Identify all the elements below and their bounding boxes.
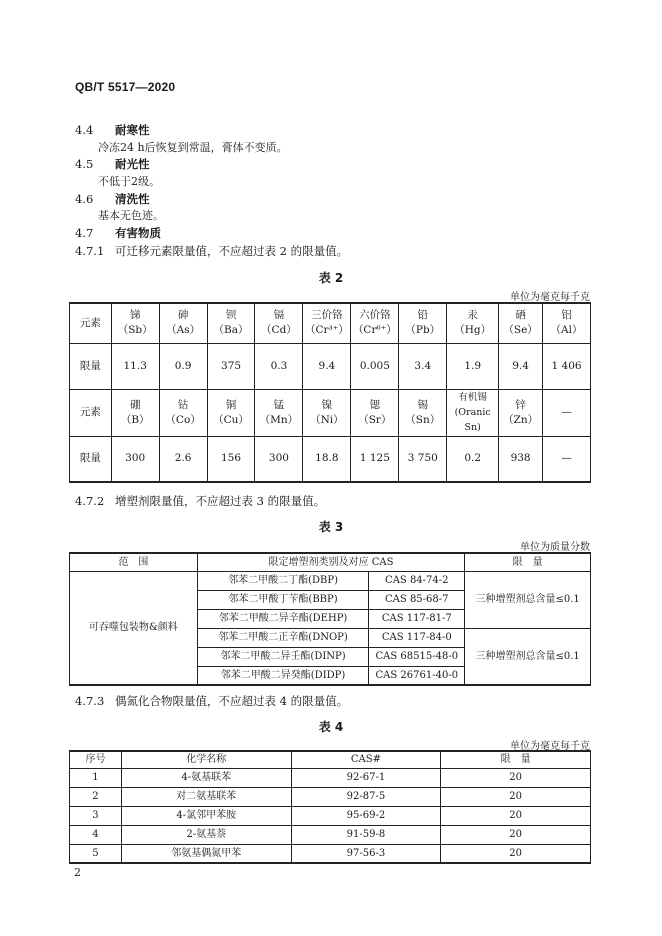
plasticizer-name: 邻苯二甲酸二正辛酯(DNOP) (197, 628, 369, 647)
row-label: 限量 (70, 343, 112, 389)
limit-cell: 156 (207, 436, 255, 482)
limit-cell: 2.6 (159, 436, 207, 482)
plasticizer-cas: CAS 68515-48-0 (369, 647, 465, 666)
cas-cell: 91-59-8 (291, 825, 441, 844)
limit-cell: 300 (255, 436, 303, 482)
section-4-4-heading: 4.4 耐寒性 (75, 123, 150, 137)
header-limit: 限 量 (441, 751, 591, 768)
scope-cell: 可吞噬包装物&颜料 (70, 571, 198, 685)
table4-row (70, 844, 591, 863)
limit-cell: 20 (441, 787, 591, 806)
section-4-6-body: 基本无色迹。 (98, 209, 164, 222)
limit-cell: 0.2 (447, 436, 499, 482)
chem-name-cell: 邻氨基偶氮甲苯 (121, 844, 291, 863)
chem-name-cell: 2-氨基萘 (121, 825, 291, 844)
element-cell: 镍 （Ni） (303, 389, 351, 436)
table2-limit-row-1 (70, 343, 591, 389)
limit-cell: 938 (499, 436, 543, 482)
section-4-5-heading: 4.5 耐光性 (75, 157, 150, 171)
header-seq: 序号 (70, 751, 122, 768)
table4-row (70, 768, 591, 787)
chem-name-cell: 对二氨基联苯 (121, 787, 291, 806)
table2-element-row-1 (70, 303, 591, 343)
element-cell: 硼 （B） (111, 389, 159, 436)
cas-cell: 92-87-5 (291, 787, 441, 806)
limit-cell: 0.9 (159, 343, 207, 389)
section-4-4-body: 冷冻24 h后恢复到常温，膏体不变质。 (98, 141, 288, 154)
section-4-5-body: 不低于2级。 (98, 175, 160, 188)
plasticizer-name: 邻苯二甲酸二丁酯(DBP) (197, 571, 369, 590)
element-cell: 镉 （Cd） (255, 303, 303, 343)
row-label: 元素 (70, 303, 112, 343)
element-cell: 钡 （Ba） (207, 303, 255, 343)
table2-title: 表 2 (318, 271, 344, 285)
plasticizer-cas: CAS 84-74-2 (369, 571, 465, 590)
standard-code-header: QB/T 5517—2020 (75, 80, 176, 94)
cas-cell: 97-56-3 (291, 844, 441, 863)
limit-cell: 300 (111, 436, 159, 482)
element-cell: 锑 （Sb） (111, 303, 159, 343)
table4-row (70, 806, 591, 825)
limit-cell: 9.4 (499, 343, 543, 389)
table4 (69, 750, 591, 864)
clause-4-7-3: 4.7.3 偶氮化合物限量值，不应超过表 4 的限量值。 (75, 694, 349, 708)
table3-unit: 单位为质量分数 (520, 542, 590, 553)
table2-limit-row-2 (70, 436, 591, 482)
element-cell: 六价铬 （Cr⁶⁺） (351, 303, 399, 343)
table4-title: 表 4 (318, 720, 344, 734)
table3-title: 表 3 (318, 520, 344, 534)
element-cell: 锶 （Sr） (351, 389, 399, 436)
chem-name-cell: 4-氯邻甲苯胺 (121, 806, 291, 825)
element-cell: 钴 （Co） (159, 389, 207, 436)
limit-cell: 3.4 (399, 343, 447, 389)
seq-cell: 5 (70, 844, 122, 863)
seq-cell: 4 (70, 825, 122, 844)
header-scope: 范 围 (70, 553, 198, 571)
limit-cell: 3 750 (399, 436, 447, 482)
limit-cell: 三种增塑剂总含量≤0.1 (465, 571, 591, 628)
limit-cell: 0.3 (255, 343, 303, 389)
plasticizer-cas: CAS 117-84-0 (369, 628, 465, 647)
table4-row (70, 825, 591, 844)
limit-cell: 1 406 (543, 343, 591, 389)
element-cell: 硒 （Se） (499, 303, 543, 343)
element-cell: — (543, 389, 591, 436)
limit-cell: — (543, 436, 591, 482)
limit-cell: 0.005 (351, 343, 399, 389)
row-label: 限量 (70, 436, 112, 482)
table3 (69, 552, 591, 686)
clause-4-7-2: 4.7.2 增塑剂限量值，不应超过表 3 的限量值。 (75, 494, 326, 508)
plasticizer-name: 邻苯二甲酸丁苄酯(BBP) (197, 590, 369, 609)
limit-cell: 20 (441, 768, 591, 787)
limit-cell: 三种增塑剂总含量≤0.1 (465, 628, 591, 685)
plasticizer-name: 邻苯二甲酸二异癸酯(DIDP) (197, 666, 369, 685)
table2-unit: 单位为毫克每千克 (510, 292, 590, 303)
limit-cell: 9.4 (303, 343, 351, 389)
header-plasticizer: 限定增塑剂类别及对应 CAS (197, 553, 465, 571)
seq-cell: 3 (70, 806, 122, 825)
plasticizer-cas: CAS 85-68-7 (369, 590, 465, 609)
table4-unit: 单位为毫克每千克 (510, 741, 590, 752)
limit-cell: 20 (441, 806, 591, 825)
limit-cell: 18.8 (303, 436, 351, 482)
header-limit: 限 量 (465, 553, 591, 571)
seq-cell: 2 (70, 787, 122, 806)
limit-cell: 11.3 (111, 343, 159, 389)
section-4-7-heading: 4.7 有害物质 (75, 226, 161, 240)
limit-cell: 375 (207, 343, 255, 389)
page-number: 2 (74, 866, 81, 879)
plasticizer-cas: CAS 26761-40-0 (369, 666, 465, 685)
element-cell: 砷 （As） (159, 303, 207, 343)
table3-header-row (70, 553, 591, 571)
header-chem-name: 化学名称 (121, 751, 291, 768)
chem-name-cell: 4-氨基联苯 (121, 768, 291, 787)
table3-row (70, 571, 591, 590)
limit-cell: 20 (441, 825, 591, 844)
header-cas: CAS# (291, 751, 441, 768)
limit-cell: 1.9 (447, 343, 499, 389)
clause-4-7-1: 4.7.1 可迁移元素限量值，不应超过表 2 的限量值。 (75, 244, 349, 258)
element-cell: 汞 （Hg） (447, 303, 499, 343)
table2-element-row-2 (70, 389, 591, 436)
section-4-6-heading: 4.6 清洗性 (75, 192, 150, 206)
seq-cell: 1 (70, 768, 122, 787)
cas-cell: 92-67-1 (291, 768, 441, 787)
plasticizer-name: 邻苯二甲酸二异辛酯(DEHP) (197, 609, 369, 628)
cas-cell: 95-69-2 (291, 806, 441, 825)
plasticizer-cas: CAS 117-81-7 (369, 609, 465, 628)
table4-row (70, 787, 591, 806)
element-cell: 铅 （Pb） (399, 303, 447, 343)
element-cell: 有机锡 (Oranic Sn) (447, 389, 499, 436)
limit-cell: 1 125 (351, 436, 399, 482)
element-cell: 锰 （Mn） (255, 389, 303, 436)
element-cell: 铝 （Al） (543, 303, 591, 343)
element-cell: 三价铬 （Cr³⁺） (303, 303, 351, 343)
limit-cell: 20 (441, 844, 591, 863)
table2 (69, 302, 591, 483)
plasticizer-name: 邻苯二甲酸二异壬酯(DINP) (197, 647, 369, 666)
element-cell: 铜 （Cu） (207, 389, 255, 436)
table4-header-row (70, 751, 591, 768)
element-cell: 锌 （Zn） (499, 389, 543, 436)
element-cell: 锡 （Sn） (399, 389, 447, 436)
row-label: 元素 (70, 389, 112, 436)
